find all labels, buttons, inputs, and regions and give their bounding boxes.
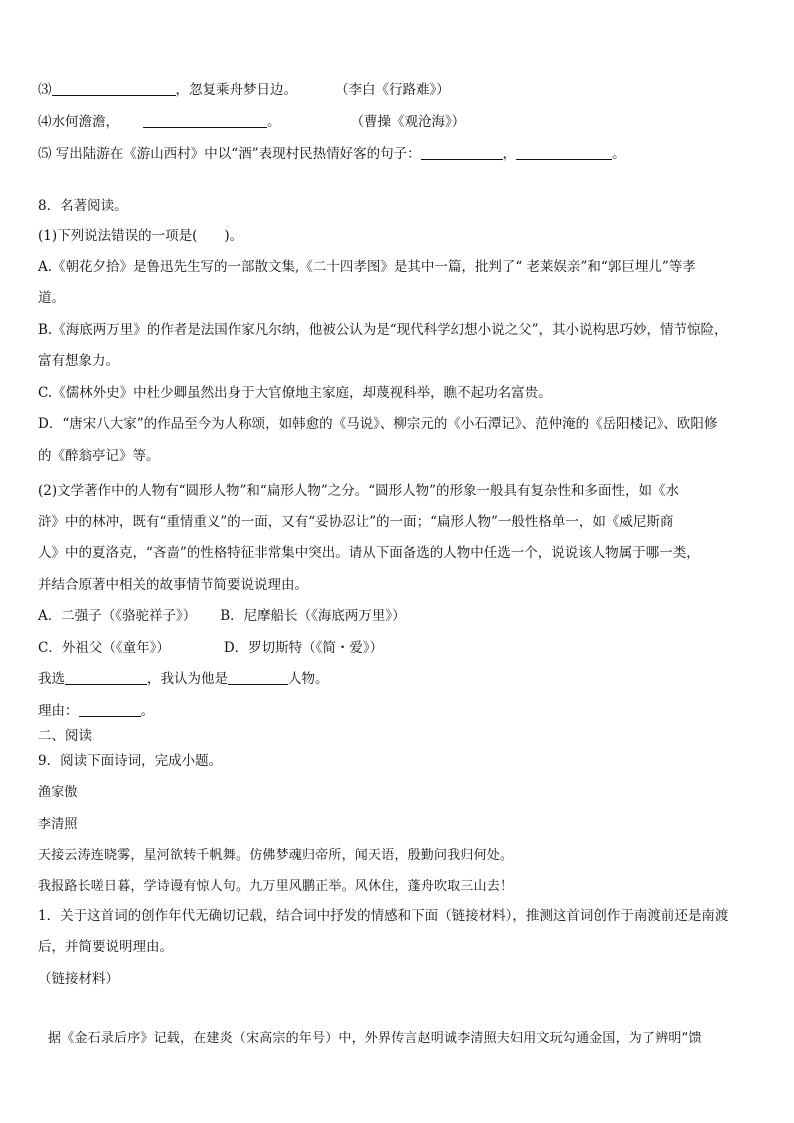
q8-reason-end: 。: [140, 703, 154, 719]
q9-poem-line1: 天接云涛连晓雾，星河欲转千帆舞。仿佛梦魂归帝所，闻天语，殷勤问我归何处。: [38, 848, 514, 863]
q8-choice-d: D．罗切斯特（《简・爱》）: [223, 640, 384, 656]
q8-option-a-line1: A.《朝花夕拾》是鲁迅先生写的一部散文集,《二十四孝图》是其中一篇，批判了“ 老莱娱亲”和“郭巨埋儿”等孝: [38, 259, 696, 275]
poetry-q3: [38, 80, 450, 100]
section-heading-reading: 二、阅读: [38, 728, 92, 744]
q8-answer-mid: ，我认为他是: [147, 671, 228, 687]
poetry-q3-blank[interactable]: [52, 81, 176, 96]
q9-link-text: 据《金石录后序》记载，在建炎（宋高宗的年号）中，外界传言赵明诚李清照夫妇用文玩勾通金国，为了辨明“馈: [48, 1031, 702, 1046]
q8-choices-row1: [38, 606, 406, 626]
q8-option-a-line2: 道。: [38, 290, 65, 306]
q9-link-label: （链接材料）: [38, 971, 119, 987]
poetry-q4: [38, 112, 465, 132]
q9-sub1-line1: 1．关于这首词的创作年代无确切记载，结合词中抒发的情感和下面（链接材料），推测这首词创作于南渡前还是南渡: [38, 908, 729, 924]
poetry-q4-end: 。: [267, 114, 281, 130]
q8-option-d-line2: 的《醉翁亭记》等。: [38, 448, 160, 464]
q8-sub1: (1)下列说法错误的一项是( )。: [38, 228, 244, 244]
q8-sub2-line3: 人》中的夏洛克，“吝啬”的性格特征非常集中突出。请从下面备选的人物中任选一个，说说该人物属于哪一类，: [38, 545, 700, 561]
q8-answer-prefix: 我选: [38, 671, 65, 687]
poetry-q3-number: ⑶: [38, 82, 52, 98]
q9-poem-title: 渔家傲: [38, 785, 78, 800]
q8-choice-a: A．二强子（《骆驼祥子》）: [38, 608, 197, 624]
q8-reason-prefix: 理由：: [38, 703, 79, 719]
poetry-q4-source: （曹操《观沧海》）: [350, 114, 466, 130]
q8-option-c: C.《儒林外史》中杜少卿虽然出身于大官僚地主家庭，却蔑视科举，瞧不起功名富贵。: [38, 385, 552, 401]
poetry-q5-blank-1[interactable]: [421, 145, 503, 160]
poetry-q4-number: ⑷: [38, 114, 52, 130]
poetry-q5-sep: ，: [502, 146, 517, 162]
q8-answer-end: 人物。: [288, 671, 329, 687]
q9-title: 9．阅读下面诗词，完成小题。: [38, 753, 223, 769]
q8-answer-line: [38, 669, 329, 689]
q9-poem-line2: 我报路长嗟日暮，学诗谩有惊人句。九万里风鹏正举。风休住，蓬舟吹取三山去！: [38, 879, 514, 894]
q8-option-b-line2: 富有想象力。: [38, 353, 119, 369]
q8-choices-row2: [38, 638, 383, 658]
poetry-q4-text: 水何澹澹，: [51, 114, 119, 130]
q8-choice-b: B．尼摩船长（《海底两万里》）: [220, 608, 406, 624]
poetry-q5: [38, 144, 626, 164]
q8-reason-line: [38, 701, 154, 721]
q8-option-d-line1: D．“唐宋八大家”的作品至今为人称颂，如韩愈的《马说》、柳宗元的《小石潭记》、范仲淹的《岳阳楼记》、欧阳修: [38, 416, 718, 432]
q8-sub2-line4: 并结合原著中相关的故事情节简要说说理由。: [38, 577, 308, 593]
q8-title: 8．名著阅读。: [38, 198, 128, 214]
q8-sub2-line2: 浒》中的林冲，既有“重情重义”的一面，又有“妥协忍让”的一面；“扁形人物”一般性格单一，如《威尼斯商: [38, 514, 674, 530]
poetry-q3-text: ，忽复乘舟梦日边。: [175, 82, 297, 98]
poetry-q5-text: ⑸ 写出陆游在《游山西村》中以“酒”表现村民热情好客的句子：: [38, 146, 421, 162]
q8-option-b-line1: B.《海底两万里》的作者是法国作家凡尔纳，他被公认为是“现代科学幻想小说之父”，其小说构思巧妙，情节惊险，: [38, 322, 728, 338]
poetry-q3-source: （李白《行路难》）: [335, 82, 450, 98]
poetry-q4-blank[interactable]: [143, 113, 267, 128]
q8-choice-c: C．外祖父（《童年》）: [38, 640, 170, 656]
q8-sub2-line1: (2)文学著作中的人物有“圆形人物”和“扁形人物”之分。“圆形人物”的形象一般具有复杂性和多面性，如《水: [38, 483, 680, 499]
q8-reason-blank[interactable]: [79, 702, 141, 717]
q9-sub1-line2: 后，并简要说明理由。: [38, 939, 173, 955]
poetry-q5-end: 。: [612, 146, 626, 162]
q8-answer-type-blank[interactable]: [228, 670, 288, 685]
q8-answer-choice-blank[interactable]: [65, 670, 147, 685]
q9-poet: 李清照: [38, 817, 78, 832]
poetry-q5-blank-2[interactable]: [516, 145, 612, 160]
